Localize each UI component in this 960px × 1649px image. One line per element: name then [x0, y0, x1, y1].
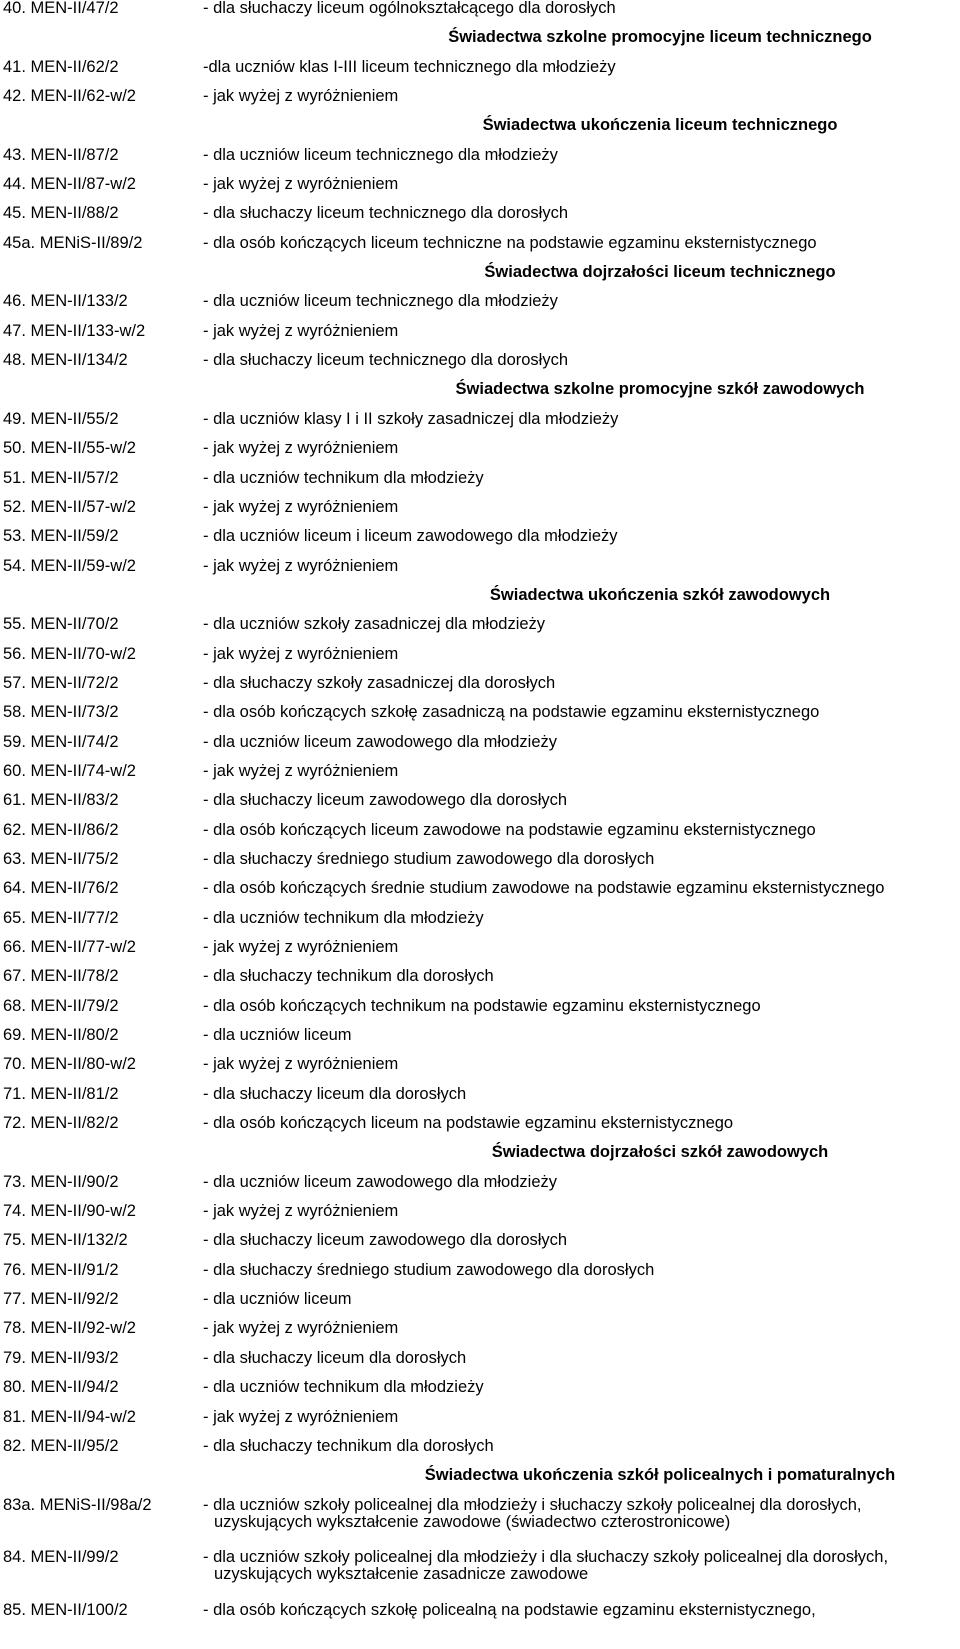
- form-code: 59. MEN-II/74/2: [3, 732, 119, 751]
- form-description-line: - dla słuchaczy liceum dla dorosłych: [203, 1348, 467, 1367]
- section-heading: [0, 587, 960, 616]
- form-description: [203, 880, 884, 897]
- section-heading: [0, 1144, 960, 1173]
- form-description: [203, 411, 618, 428]
- list-item: [0, 1409, 960, 1438]
- form-code: 48. MEN-II/134/2: [3, 351, 128, 370]
- section-heading: [0, 264, 960, 293]
- form-code: 57. MEN-II/72/2: [3, 673, 119, 692]
- form-description: [203, 323, 398, 340]
- section-heading-text: Świadectwa szkolne promocyjne szkół zawodowych: [455, 380, 865, 399]
- list-item: [0, 851, 960, 880]
- form-description-line: - dla słuchaczy liceum zawodowego dla dorosłych: [203, 791, 568, 810]
- list-item: [0, 499, 960, 528]
- form-description: [203, 822, 816, 839]
- form-description: [203, 1027, 352, 1044]
- form-code: 45. MEN-II/88/2: [3, 204, 119, 223]
- form-description-line: - dla uczniów technikum dla młodzieży: [203, 468, 484, 487]
- list-item: [0, 1379, 960, 1408]
- list-item: [0, 704, 960, 733]
- form-description-line: - jak wyżej z wyróżnieniem: [203, 1055, 399, 1074]
- form-code: 82. MEN-II/95/2: [3, 1436, 119, 1455]
- form-description: [203, 1086, 466, 1103]
- list-item: [0, 1086, 960, 1115]
- form-description: [203, 763, 398, 780]
- form-code: 72. MEN-II/82/2: [3, 1114, 119, 1133]
- form-code: 51. MEN-II/57/2: [3, 468, 119, 487]
- list-item: [0, 968, 960, 997]
- form-description: [203, 352, 568, 369]
- form-description: [203, 1203, 398, 1220]
- form-description: [203, 499, 398, 516]
- form-description-line: - dla uczniów liceum zawodowego dla młodzieży: [203, 1172, 558, 1191]
- form-description: [203, 1350, 466, 1367]
- form-description-line: - dla uczniów szkoły zasadniczej dla młodzieży: [203, 615, 546, 634]
- list-item: [0, 1115, 960, 1144]
- form-description: [203, 1438, 494, 1455]
- form-code: 65. MEN-II/77/2: [3, 908, 119, 927]
- form-description: [203, 59, 616, 76]
- form-description: [203, 176, 398, 193]
- form-description-line: - dla słuchaczy liceum technicznego dla dorosłych: [203, 351, 569, 370]
- form-description-line: - dla uczniów liceum zawodowego dla młodzieży: [203, 732, 558, 751]
- form-description: [203, 792, 567, 809]
- form-code: 76. MEN-II/91/2: [3, 1260, 119, 1279]
- list-item: [0, 147, 960, 176]
- form-code: 85. MEN-II/100/2: [3, 1600, 128, 1619]
- list-item: [0, 235, 960, 264]
- list-item: [0, 323, 960, 352]
- form-description-line: - dla uczniów liceum: [203, 1026, 352, 1045]
- form-code: 71. MEN-II/81/2: [3, 1084, 119, 1103]
- form-description-line: - dla słuchaczy technikum dla dorosłych: [203, 967, 494, 986]
- section-heading: [0, 29, 960, 58]
- form-code: 62. MEN-II/86/2: [3, 820, 119, 839]
- list-item: [0, 1027, 960, 1056]
- form-description: [203, 1320, 398, 1337]
- form-code: 46. MEN-II/133/2: [3, 292, 128, 311]
- form-description-line: - dla osób kończących szkołę policealną na podstawie egzaminu eksternistycznego,: [203, 1600, 816, 1619]
- form-code: 55. MEN-II/70/2: [3, 615, 119, 634]
- form-description-line: - dla uczniów liceum technicznego dla młodzieży: [203, 292, 558, 311]
- form-description: [203, 968, 494, 985]
- list-item: [0, 646, 960, 675]
- section-heading-text: Świadectwa ukończenia szkół policealnych i pomaturalnych: [424, 1466, 896, 1485]
- section-heading-text: Świadectwa dojrzałości szkół zawodowych: [491, 1143, 829, 1162]
- form-description-line: - jak wyżej z wyróżnieniem: [203, 644, 399, 663]
- form-code: 60. MEN-II/74-w/2: [3, 761, 136, 780]
- form-description: [203, 646, 398, 663]
- list-item: [0, 1056, 960, 1085]
- form-description-line: - dla osób kończących średnie studium zawodowe na podstawie egzaminu eksternistycznego: [203, 879, 885, 898]
- section-heading: [0, 1467, 960, 1496]
- form-description: [203, 1497, 861, 1531]
- list-item: [0, 822, 960, 851]
- form-code: 44. MEN-II/87-w/2: [3, 175, 136, 194]
- form-description-line: - jak wyżej z wyróżnieniem: [203, 1202, 399, 1221]
- form-description: [203, 205, 568, 222]
- list-item: [0, 1350, 960, 1379]
- form-description: [203, 1291, 352, 1308]
- form-code: 78. MEN-II/92-w/2: [3, 1319, 136, 1338]
- form-description-line: - dla słuchaczy liceum ogólnokształcącego dla dorosłych: [203, 0, 616, 17]
- form-description: [203, 1549, 888, 1583]
- form-description-line: - jak wyżej z wyróżnieniem: [203, 938, 399, 956]
- list-item: [0, 440, 960, 469]
- form-description-line: - dla uczniów szkoły policealnej dla młodzieży i słuchaczy szkoły policealnej dla dorosłych,: [203, 1495, 862, 1514]
- form-code: 56. MEN-II/70-w/2: [3, 644, 136, 663]
- form-description: [203, 616, 545, 633]
- form-description-line: - jak wyżej z wyróżnieniem: [203, 87, 399, 106]
- form-code: 77. MEN-II/92/2: [3, 1290, 119, 1309]
- list-item: [0, 1497, 960, 1550]
- list-item: [0, 1320, 960, 1349]
- list-item: [0, 352, 960, 381]
- form-code: 49. MEN-II/55/2: [3, 409, 119, 428]
- list-item: [0, 1232, 960, 1261]
- form-description-line: - dla uczniów liceum technicznego dla młodzieży: [203, 145, 558, 164]
- list-item: [0, 675, 960, 704]
- form-code: 84. MEN-II/99/2: [3, 1548, 119, 1567]
- form-description: [203, 293, 558, 310]
- form-code: 70. MEN-II/80-w/2: [3, 1055, 136, 1074]
- form-code: 47. MEN-II/133-w/2: [3, 321, 146, 340]
- form-code: 80. MEN-II/94/2: [3, 1378, 119, 1397]
- list-item: [0, 880, 960, 909]
- form-code: 79. MEN-II/93/2: [3, 1348, 119, 1367]
- form-description: [203, 470, 484, 487]
- form-description: [203, 910, 484, 927]
- list-item: [0, 1549, 960, 1602]
- list-item: [0, 792, 960, 821]
- form-description-line: - dla osób kończących liceum na podstawie egzaminu eksternistycznego: [203, 1114, 734, 1133]
- form-description-line: - dla uczniów technikum dla młodzieży: [203, 908, 484, 927]
- list-item: [0, 88, 960, 117]
- form-description-line: - jak wyżej z wyróżnieniem: [203, 761, 399, 780]
- form-description: [203, 1409, 398, 1426]
- form-description-line: - dla słuchaczy średniego studium zawodowego dla dorosłych: [203, 849, 655, 868]
- list-item: [0, 1291, 960, 1320]
- form-description: [203, 939, 398, 956]
- form-description-line: - dla uczniów technikum dla młodzieży: [203, 1378, 484, 1397]
- form-description-line: - dla słuchaczy liceum zawodowego dla dorosłych: [203, 1231, 568, 1250]
- section-heading-text: Świadectwa dojrzałości liceum technicznego: [484, 263, 836, 282]
- list-item: [0, 998, 960, 1027]
- form-description-line: - dla słuchaczy liceum dla dorosłych: [203, 1084, 467, 1103]
- list-item: [0, 939, 960, 968]
- list-item: [0, 0, 960, 29]
- form-description: [203, 0, 616, 17]
- form-description: [203, 88, 398, 105]
- form-description: [203, 1602, 816, 1619]
- section-heading-text: Świadectwa ukończenia liceum technicznego: [482, 116, 838, 135]
- form-description: [203, 440, 398, 457]
- form-code: 68. MEN-II/79/2: [3, 996, 119, 1015]
- list-item: [0, 763, 960, 792]
- form-description-line: - jak wyżej z wyróżnieniem: [203, 1407, 399, 1426]
- list-item: [0, 176, 960, 205]
- form-code: 61. MEN-II/83/2: [3, 791, 119, 810]
- form-code: 63. MEN-II/75/2: [3, 849, 119, 868]
- form-description: [203, 851, 654, 868]
- form-description-line: uzyskujących wykształcenie zawodowe (świadectwo czterostronicowe): [214, 1512, 731, 1531]
- form-code: 45a. MENiS-II/89/2: [3, 233, 143, 252]
- form-code: 58. MEN-II/73/2: [3, 703, 119, 722]
- form-description-line: - jak wyżej z wyróżnieniem: [203, 1319, 399, 1338]
- form-code: 54. MEN-II/59-w/2: [3, 556, 136, 575]
- form-description: [203, 528, 618, 545]
- form-code: 75. MEN-II/132/2: [3, 1231, 128, 1250]
- form-description-line: - dla uczniów klasy I i II szkoły zasadniczej dla młodzieży: [203, 409, 619, 428]
- form-description-line: - dla słuchaczy szkoły zasadniczej dla dorosłych: [203, 673, 556, 692]
- list-item: [0, 293, 960, 322]
- form-description: [203, 235, 817, 252]
- form-code: 40. MEN-II/47/2: [3, 0, 119, 17]
- list-item: [0, 1602, 960, 1631]
- section-heading-text: Świadectwa szkolne promocyjne liceum technicznego: [448, 28, 872, 47]
- form-description-line: - dla osób kończących liceum zawodowe na podstawie egzaminu eksternistycznego: [203, 820, 816, 839]
- list-item: [0, 59, 960, 88]
- form-description-line: - dla osób kończących technikum na podstawie egzaminu eksternistycznego: [203, 996, 761, 1015]
- form-code: 53. MEN-II/59/2: [3, 527, 119, 546]
- list-item: [0, 910, 960, 939]
- form-description-line: - dla słuchaczy technikum dla dorosłych: [203, 1436, 494, 1455]
- form-description-line: - dla osób kończących liceum techniczne na podstawie egzaminu eksternistycznego: [203, 233, 817, 252]
- form-description-line: - jak wyżej z wyróżnieniem: [203, 497, 399, 516]
- form-description-line: - dla słuchaczy liceum technicznego dla dorosłych: [203, 204, 569, 223]
- form-description-line: - jak wyżej z wyróżnieniem: [203, 321, 399, 340]
- form-code: 52. MEN-II/57-w/2: [3, 497, 136, 516]
- form-description-line: - dla słuchaczy średniego studium zawodowego dla dorosłych: [203, 1260, 655, 1279]
- list-item: [0, 558, 960, 587]
- form-code: 69. MEN-II/80/2: [3, 1026, 119, 1045]
- list-item: [0, 205, 960, 234]
- form-code: 81. MEN-II/94-w/2: [3, 1407, 136, 1426]
- form-code: 50. MEN-II/55-w/2: [3, 439, 136, 458]
- form-description: [203, 998, 761, 1015]
- form-description-line: - jak wyżej z wyróżnieniem: [203, 175, 399, 194]
- form-code: 83a. MENiS-II/98a/2: [3, 1495, 152, 1514]
- form-description-line: - dla uczniów szkoły policealnej dla młodzieży i dla słuchaczy szkoły policealnej dla dorosłych,: [203, 1548, 889, 1567]
- section-heading-text: Świadectwa ukończenia szkół zawodowych: [489, 585, 831, 604]
- form-code: 41. MEN-II/62/2: [3, 57, 119, 76]
- form-code: 66. MEN-II/77-w/2: [3, 938, 136, 956]
- form-description: [203, 1379, 484, 1396]
- form-code: 67. MEN-II/78/2: [3, 967, 119, 986]
- form-description: [203, 704, 819, 721]
- form-description: [203, 734, 557, 751]
- list-item: [0, 734, 960, 763]
- form-description: [203, 1262, 654, 1279]
- list-item: [0, 1174, 960, 1203]
- form-description: [203, 675, 555, 692]
- list-item: [0, 411, 960, 440]
- form-code: 74. MEN-II/90-w/2: [3, 1202, 136, 1221]
- form-description: [203, 558, 398, 575]
- form-description-line: - dla uczniów liceum i liceum zawodowego dla młodzieży: [203, 527, 618, 546]
- section-heading: [0, 381, 960, 410]
- form-description-line: - dla osób kończących szkołę zasadniczą na podstawie egzaminu eksternistycznego: [203, 703, 820, 722]
- form-code: 43. MEN-II/87/2: [3, 145, 119, 164]
- list-item: [0, 1262, 960, 1291]
- form-description-line: - dla uczniów liceum: [203, 1290, 352, 1309]
- form-description-line: uzyskujących wykształcenie zasadnicze zawodowe: [214, 1565, 589, 1584]
- list-item: [0, 1438, 960, 1467]
- form-description: [203, 1115, 733, 1132]
- form-description: [203, 147, 558, 164]
- list-item: [0, 528, 960, 557]
- form-description-line: - jak wyżej z wyróżnieniem: [203, 439, 399, 458]
- form-description-line: -dla uczniów klas I-III liceum technicznego dla młodzieży: [203, 57, 616, 76]
- form-description: [203, 1232, 567, 1249]
- form-description-line: - jak wyżej z wyróżnieniem: [203, 556, 399, 575]
- list-item: [0, 1203, 960, 1232]
- form-description: [203, 1174, 557, 1191]
- form-code: 42. MEN-II/62-w/2: [3, 87, 136, 106]
- section-heading: [0, 117, 960, 146]
- list-item: [0, 616, 960, 645]
- form-code: 73. MEN-II/90/2: [3, 1172, 119, 1191]
- list-item: [0, 470, 960, 499]
- form-description: [203, 1056, 398, 1073]
- form-code: 64. MEN-II/76/2: [3, 879, 119, 898]
